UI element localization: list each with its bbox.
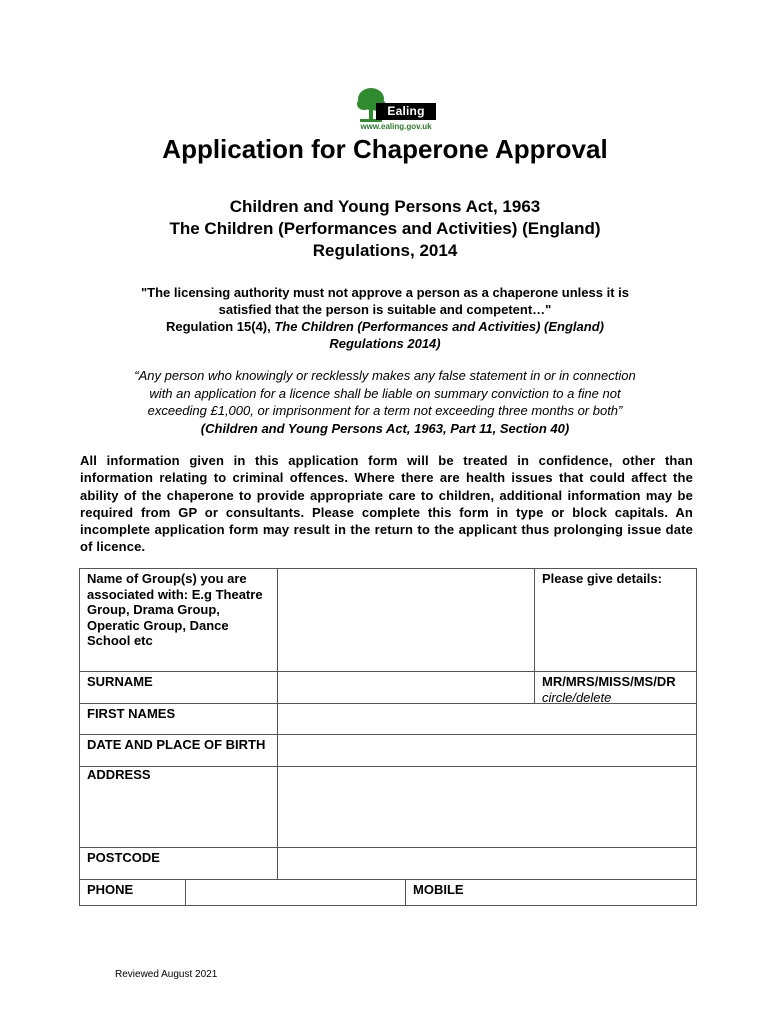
- first-names-label: FIRST NAMES: [79, 703, 278, 735]
- review-date-footer: Reviewed August 2021: [115, 969, 218, 980]
- act-heading: [0, 196, 770, 262]
- application-form-table: [79, 568, 697, 906]
- title-options[interactable]: [534, 671, 697, 704]
- act-line-2: The Children (Performances and Activities) (England): [169, 219, 601, 238]
- act-line-1: Children and Young Persons Act, 1963: [229, 197, 541, 216]
- title-options-label: MR/MRS/MISS/MS/DR: [542, 674, 676, 689]
- first-names-input[interactable]: [277, 703, 697, 735]
- regulation-quote-line-4: [60, 335, 710, 352]
- details-label: Please give details:: [534, 568, 697, 672]
- warning-line-1: “Any person who knowingly or recklessly makes any false statement in or in connection: [134, 368, 636, 383]
- regulation-quote-line-2: satisfied that the person is suitable and competent…": [218, 302, 552, 317]
- warning-line-3: exceeding £1,000, or imprisonment for a term not exceeding three months or both”: [147, 403, 623, 418]
- regulation-quote-line-1: "The licensing authority must not approve a person as a chaperone unless it is: [140, 285, 629, 300]
- address-label: ADDRESS: [79, 766, 278, 848]
- false-statement-warning: [60, 367, 710, 437]
- act-line-3: Regulations, 2014: [312, 241, 458, 260]
- surname-label: SURNAME: [79, 671, 278, 704]
- phone-input[interactable]: [185, 879, 406, 906]
- dob-label: DATE AND PLACE OF BIRTH: [79, 734, 278, 767]
- surname-input[interactable]: [277, 671, 535, 704]
- address-input[interactable]: [277, 766, 697, 848]
- regulation-quote-line-3: [60, 318, 710, 335]
- regulation-reference: Regulation 15(4),: [166, 319, 275, 334]
- confidentiality-notice: All information given in this application form will be treated in confidence, other than information relating to criminal offences. Where there are health issues that could affect the ability of the chaperone to provide appropriate care to children, additional information may be required from GP or consultants. Please complete this form in type or block capitals. An incomplete application form may result in the return to the applicant thus prolonging issue date of licence.: [80, 453, 693, 555]
- phone-label: PHONE: [79, 879, 186, 906]
- page-title: Application for Chaperone Approval: [162, 134, 608, 164]
- logo-wordmark: Ealing: [376, 103, 436, 120]
- group-label: Name of Group(s) you are associated with: E.g Theatre Group, Drama Group, Operatic Group, Dance School etc: [79, 568, 278, 672]
- ealing-logo: [354, 87, 438, 133]
- warning-line-2: with an application for a licence shall be liable on summary conviction to a fine not: [149, 385, 621, 401]
- regulation-title: The Children (Performances and Activities) (England): [274, 319, 604, 334]
- mobile-field[interactable]: [405, 879, 697, 906]
- dob-input[interactable]: [277, 734, 697, 767]
- mobile-label: MOBILE: [413, 882, 464, 897]
- title-options-hint: circle/delete: [542, 689, 612, 705]
- logo-url[interactable]: www.ealing.gov.uk: [360, 122, 432, 131]
- postcode-input[interactable]: [277, 847, 697, 880]
- warning-line-4: [60, 420, 710, 438]
- regulation-title-end: Regulations 2014): [329, 336, 441, 351]
- postcode-label: POSTCODE: [79, 847, 278, 880]
- regulation-quote: [60, 284, 710, 352]
- group-input[interactable]: [277, 568, 535, 672]
- warning-citation: (Children and Young Persons Act, 1963, Part 11, Section 40): [200, 420, 570, 436]
